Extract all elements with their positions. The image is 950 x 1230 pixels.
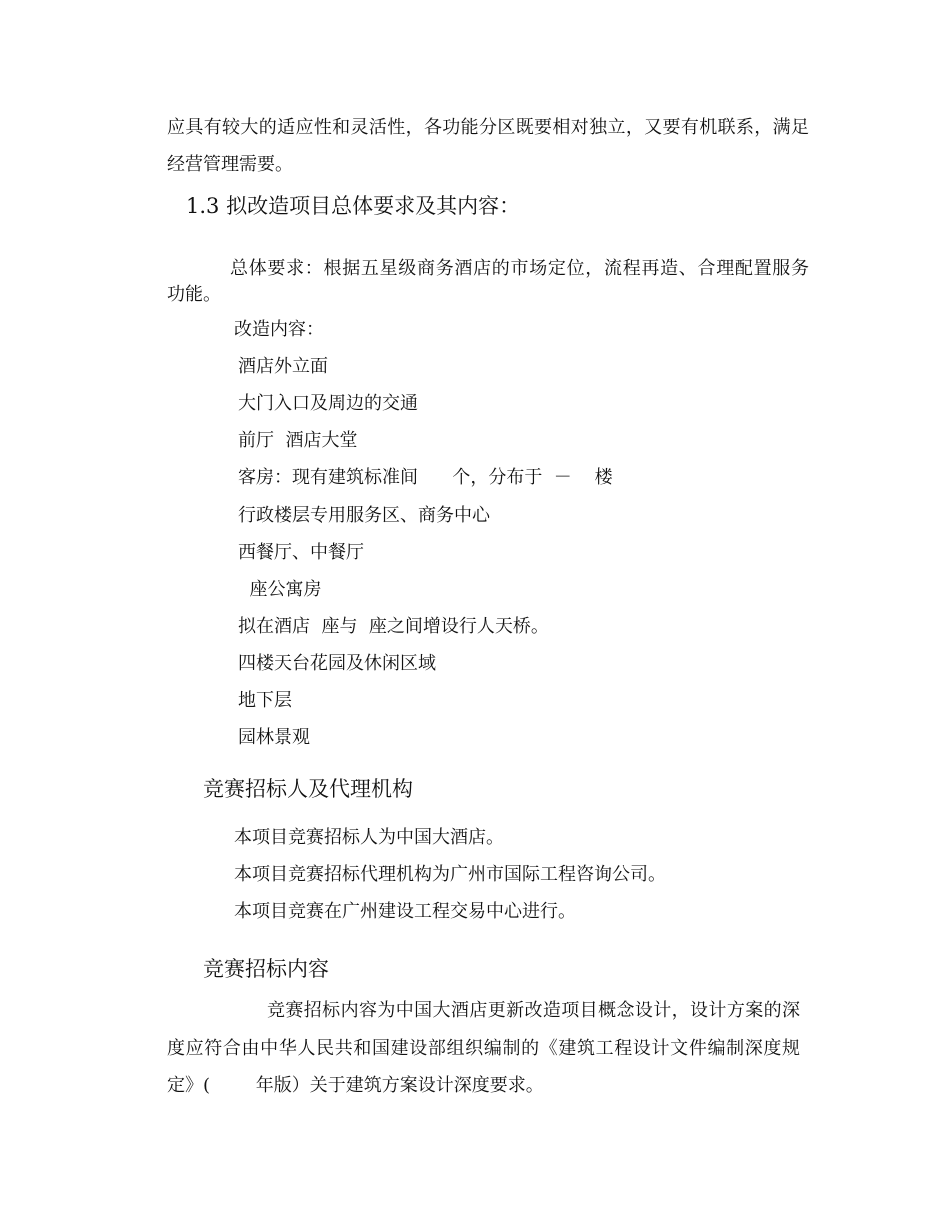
renovation-item: 拟在酒店 座与 座之间增设行人天桥。 — [238, 616, 549, 637]
renovation-item: 酒店外立面 — [238, 356, 328, 377]
intro-line-2: 经营管理需要。 — [167, 154, 293, 175]
content-line-1: 竞赛招标内容为中国大酒店更新改造项目概念设计，设计方案的深 — [267, 1000, 800, 1021]
content-line-2: 度应符合由中华人民共和国建设部组织编制的《建筑工程设计文件编制深度规 — [167, 1038, 800, 1059]
renovation-item: 园林景观 — [238, 727, 310, 748]
renovation-item: 座公寓房 — [238, 579, 322, 600]
requirements-line-1: 总体要求：根据五星级商务酒店的市场定位，流程再造、合理配置服务 — [230, 258, 809, 279]
renovation-item: 客房：现有建筑标准间 个，分布于 － 楼 — [238, 467, 613, 488]
content-line-3: 定》( 年版）关于建筑方案设计深度要求。 — [167, 1075, 544, 1096]
bidder-line: 本项目竞赛在广州建设工程交易中心进行。 — [234, 901, 576, 922]
section-heading-bidder: 竞赛招标人及代理机构 — [203, 777, 413, 801]
renovation-item: 四楼天台花园及休闲区域 — [238, 653, 436, 674]
renovation-item: 大门入口及周边的交通 — [238, 393, 418, 414]
bidder-line: 本项目竞赛招标代理机构为广州市国际工程咨询公司。 — [234, 864, 666, 885]
section-heading-content: 竞赛招标内容 — [203, 957, 329, 981]
renovation-label: 改造内容： — [234, 319, 324, 340]
renovation-item: 地下层 — [238, 690, 292, 711]
requirements-line-2: 功能。 — [167, 284, 221, 305]
section-heading-1-3: 1.3 拟改造项目总体要求及其内容： — [186, 194, 521, 218]
renovation-item: 西餐厅、中餐厅 — [238, 542, 364, 563]
intro-line-1: 应具有较大的适应性和灵活性，各功能分区既要相对独立，又要有机联系，满足 — [167, 117, 809, 138]
bidder-line: 本项目竞赛招标人为中国大酒店。 — [234, 827, 504, 848]
renovation-item: 前厅 酒店大堂 — [238, 430, 358, 451]
renovation-item: 行政楼层专用服务区、商务中心 — [238, 505, 490, 526]
